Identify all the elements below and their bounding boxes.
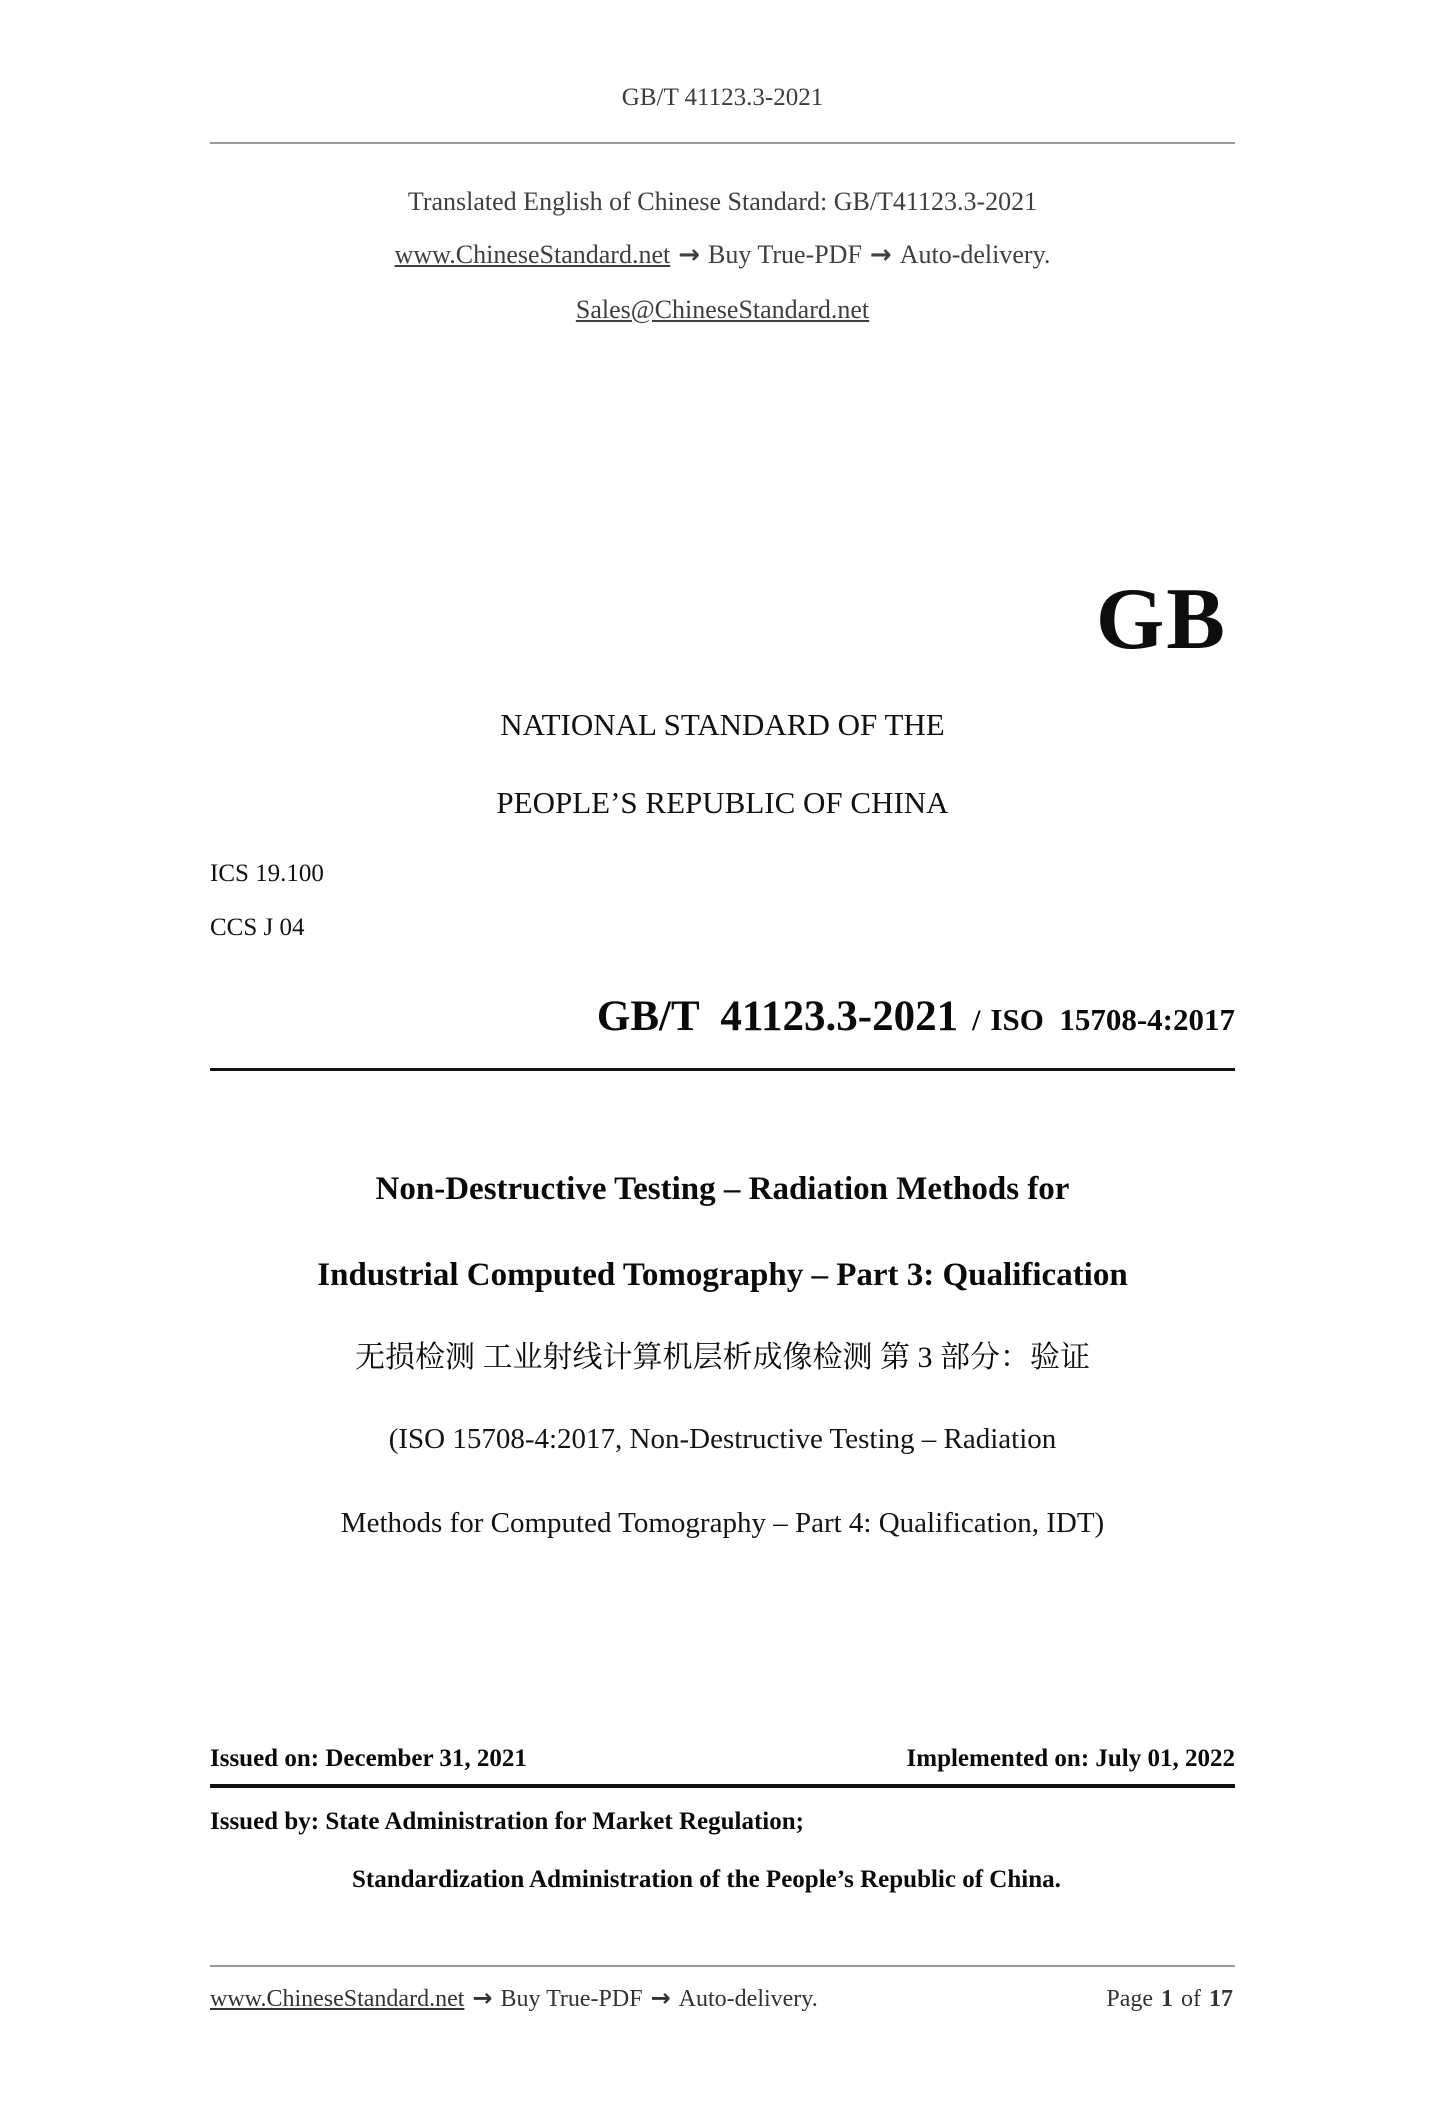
page-label: Page	[1106, 1986, 1153, 2013]
right-arrow-icon: →	[650, 1984, 671, 2013]
total-page-number: 17	[1209, 1986, 1233, 2013]
chinese-title: 无损检测 工业射线计算机层析成像检测 第 3 部分：验证	[355, 1341, 1090, 1375]
auto-delivery-text: Auto-delivery.	[899, 240, 1051, 270]
header-divider	[210, 142, 1235, 144]
translated-standard-line: Translated English of Chinese Standard: GB/T41123.3-2021	[407, 186, 1038, 216]
standard-number-line	[210, 979, 1235, 1054]
footer-buy-line	[210, 1985, 818, 2012]
english-title-line1: Non-Destructive Testing – Radiation Methods for	[375, 1171, 1070, 1208]
iso-reference-line2: Methods for Computed Tomography – Part 4: Qualification, IDT)	[340, 1507, 1105, 1540]
national-standard-line2: PEOPLE’S REPUBLIC OF CHINA	[496, 785, 949, 821]
buy-pdf-text: Buy True-PDF	[708, 240, 862, 270]
issuance-rule	[210, 1784, 1235, 1788]
sales-email-line	[210, 296, 1235, 325]
iso-standard-number: ISO 15708-4:2017	[990, 1002, 1235, 1038]
issued-by-line2: Standardization Administration of the People’s Republic of China.	[352, 1865, 1061, 1893]
right-arrow-icon: →	[678, 240, 701, 271]
page-header-doc-number: GB/T 41123.3-2021	[621, 84, 824, 111]
standard-number-separator: /	[972, 1004, 981, 1038]
footer-website-link[interactable]: www.ChineseStandard.net	[210, 1986, 465, 2013]
current-page-number: 1	[1161, 1986, 1173, 2013]
footer-auto-delivery-text: Auto-delivery.	[678, 1986, 818, 2013]
buy-pdf-line	[210, 241, 1235, 270]
iso-reference-line1: (ISO 15708-4:2017, Non-Destructive Testing – Radiation	[388, 1422, 1057, 1455]
page-number-indicator	[1106, 1986, 1235, 2012]
right-arrow-icon: →	[472, 1984, 493, 2013]
issued-on-date: Issued on: December 31, 2021	[210, 1744, 527, 1772]
gb-standard-number: GB/T 41123.3-2021	[596, 993, 959, 1041]
website-link[interactable]: www.ChineseStandard.net	[394, 240, 671, 270]
of-label: of	[1181, 1986, 1201, 2013]
standard-number-rule	[210, 1068, 1235, 1071]
right-arrow-icon: →	[869, 240, 892, 271]
implemented-on-date: Implemented on: July 01, 2022	[906, 1744, 1235, 1772]
page-footer	[210, 1985, 1235, 2012]
english-title-line2: Industrial Computed Tomography – Part 3: Qualification	[317, 1257, 1128, 1294]
ics-code: ICS 19.100	[210, 860, 324, 888]
national-standard-line1: NATIONAL STANDARD OF THE	[500, 707, 945, 743]
footer-divider	[210, 1965, 1235, 1967]
footer-buy-pdf-text: Buy True-PDF	[500, 1986, 643, 2013]
document-page	[0, 84, 1445, 2128]
issuance-dates-row	[210, 1745, 1235, 1773]
gb-logo: GB	[1095, 571, 1227, 669]
issued-by-line1: Issued by: State Administration for Market Regulation;	[210, 1808, 804, 1836]
sales-email-link[interactable]: Sales@ChineseStandard.net	[575, 294, 870, 324]
ccs-code: CCS J 04	[210, 913, 305, 941]
